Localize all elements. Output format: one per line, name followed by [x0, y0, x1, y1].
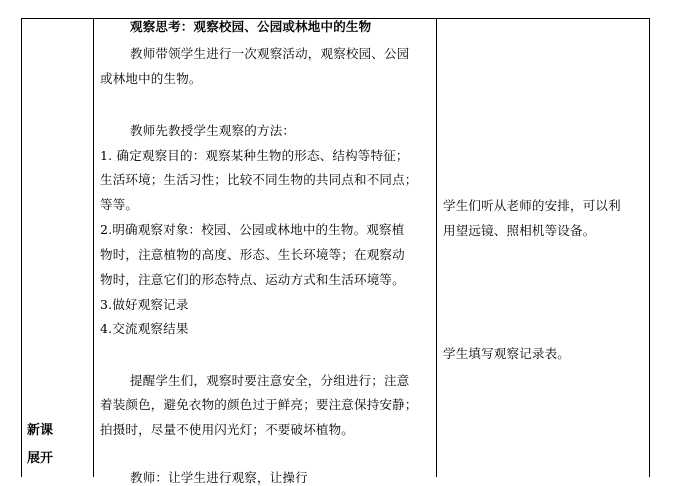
method-intro: 教师先教授学生观察的方法： [130, 123, 296, 138]
stage-label-line1: 新课 [27, 423, 54, 438]
safety-line3: 拍摄时，尽量不使用闪光灯；不要破坏植物。 [100, 422, 355, 437]
safety-line1: 提醒学生们，观察时要注意安全，分组进行；注意 [130, 373, 410, 388]
cutoff-line: 教师：让学生进行观察，让操行 [130, 470, 308, 485]
para1-line2: 或林地中的生物。 [100, 71, 202, 86]
stage-label-line2: 展开 [27, 451, 54, 466]
column-divider-1 [93, 18, 94, 477]
method-item2-line2: 物时，注意植物的高度、形态、生长环境等；在观察动 [100, 247, 405, 262]
safety-line2: 着装颜色，避免衣物的颜色过于鲜亮；要注意保持安静； [100, 397, 418, 412]
table-right-border [649, 18, 650, 477]
section-title: 观察思考：观察校园、公园或林地中的生物 [130, 19, 372, 34]
table-left-border [21, 18, 22, 477]
method-item3: 3.做好观察记录 [100, 297, 189, 312]
method-item1-line1: 1. 确定观察目的：观察某种生物的形态、结构等特征； [100, 148, 409, 163]
method-item1-line2: 生活环境；生活习性；比较不同生物的共同点和不同点； [100, 172, 418, 187]
student-activity-2: 学生填写观察记录表。 [443, 346, 571, 361]
para1-line1: 教师带领学生进行一次观察活动，观察校园、公园 [130, 46, 410, 61]
student-activity-1-line2: 用望远镜、照相机等设备。 [443, 223, 596, 238]
student-activity-1-line1: 学生们听从老师的安排，可以利 [443, 198, 621, 213]
method-item4: 4.交流观察结果 [100, 321, 189, 336]
method-item2-line1: 2.明确观察对象：校园、公园或林地中的生物。观察植 [100, 222, 405, 237]
column-divider-2 [436, 18, 437, 477]
method-item2-line3: 物时，注意它们的形态特点、运动方式和生活环境等。 [100, 272, 405, 287]
method-item1-line3: 等等。 [100, 197, 139, 212]
